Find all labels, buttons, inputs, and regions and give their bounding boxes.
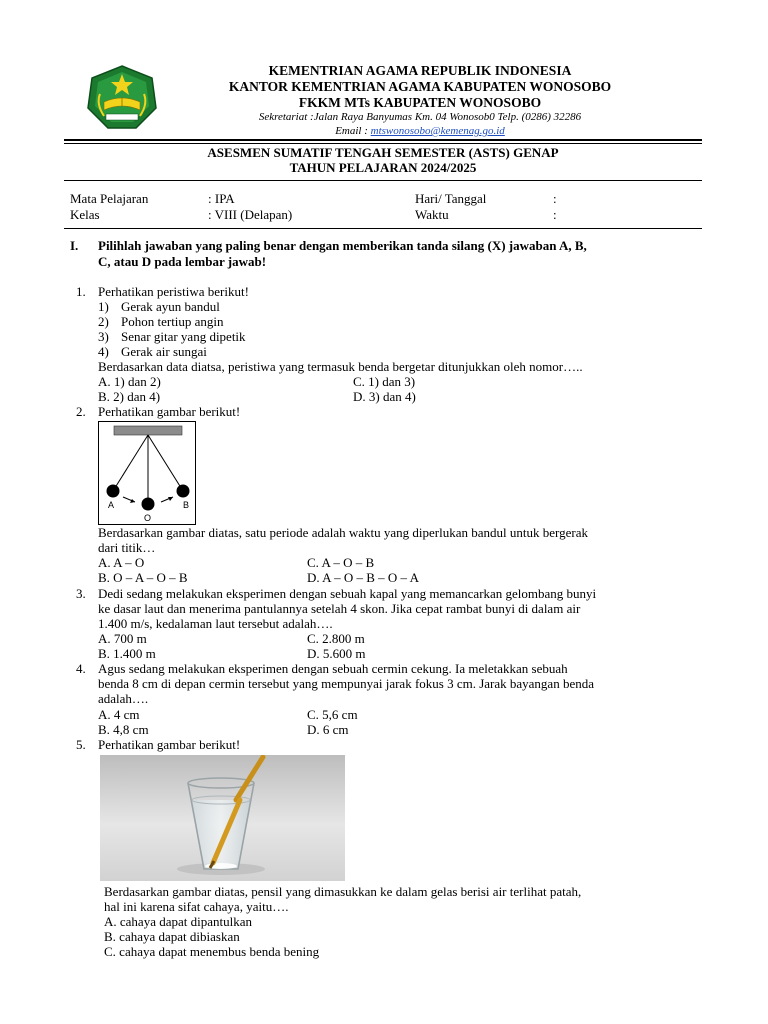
q2-option-b[interactable]: B. O – A – O – B <box>98 570 188 585</box>
q3-option-b[interactable]: B. 1.400 m <box>98 646 156 661</box>
glass-pencil-image <box>100 755 345 881</box>
header-ministry: KEMENTRIAN AGAMA REPUBLIK INDONESIA <box>268 63 572 78</box>
q3-option-d[interactable]: D. 5.600 m <box>307 646 366 661</box>
q5-stem-1: Berdasarkan gambar diatas, pensil yang dimasukkan ke dalam gelas berisi air terlihat patah, <box>104 884 582 899</box>
q1-item-number: 4) <box>98 344 109 359</box>
q3-number: 3. <box>76 586 86 601</box>
q5-text: Perhatikan gambar berikut! <box>98 737 241 752</box>
time-label: Waktu <box>415 207 449 222</box>
section-instruction-2: C, atau D pada lembar jawab! <box>98 254 267 269</box>
q1-option-b[interactable]: B. 2) dan 4) <box>98 389 161 404</box>
exam-title: ASESMEN SUMATIF TENGAH SEMESTER (ASTS) GENAP <box>207 145 559 160</box>
q2-option-d[interactable]: D. A – O – B – O – A <box>307 570 419 585</box>
q4-line-3: adalah…. <box>98 691 149 706</box>
q5-stem-2: hal ini karena sifat cahaya, yaitu…. <box>104 899 289 914</box>
q2-number: 2. <box>76 404 86 419</box>
section-number: I. <box>70 238 79 253</box>
day-label: Hari/ Tanggal <box>415 191 487 206</box>
header-email-link[interactable]: mtswonosobo@kemenag.go.id <box>370 125 505 137</box>
q2-text: Perhatikan gambar berikut! <box>98 404 241 419</box>
q5-option-a[interactable]: A. cahaya dapat dipantulkan <box>104 914 252 929</box>
q4-option-b[interactable]: B. 4,8 cm <box>98 722 149 737</box>
q5-option-b[interactable]: B. cahaya dapat dibiaskan <box>104 929 240 944</box>
title-divider <box>64 180 702 181</box>
pendulum-label-b: B <box>183 500 190 510</box>
q4-line-2: benda 8 cm di depan cermin tersebut yang mempunyai jarak fokus 3 cm. Jarak bayangan benda <box>98 676 594 691</box>
section-instruction-1: Pilihlah jawaban yang paling benar dengan memberikan tanda silang (X) jawaban A, B, <box>98 238 587 253</box>
q1-item-text: Senar gitar yang dipetik <box>121 329 246 344</box>
q4-number: 4. <box>76 661 86 676</box>
q1-option-a[interactable]: A. 1) dan 2) <box>98 374 161 389</box>
q3-option-c[interactable]: C. 2.800 m <box>307 631 365 646</box>
pendulum-label-o: O <box>144 513 152 523</box>
q5-option-c[interactable]: C. cahaya dapat menembus benda bening <box>104 944 320 959</box>
q3-line-2: ke dasar laut dan menerima pantulannya setelah 4 skon. Jika cepat rambat bunyi di dalam air <box>98 601 581 616</box>
q2-option-a[interactable]: A. A – O <box>98 555 145 570</box>
header-divider-thick <box>64 139 702 141</box>
q1-item-text: Pohon tertiup angin <box>121 314 224 329</box>
q1-option-c[interactable]: C. 1) dan 3) <box>353 374 416 389</box>
q3-line-3: 1.400 m/s, kedalaman laut tersebut adalah…. <box>98 616 333 631</box>
q1-item-number: 3) <box>98 329 109 344</box>
header-address: Sekretariat :Jalan Raya Banyumas Km. 04 Wonosob0 Telp. (0286) 32286 <box>258 111 582 123</box>
pendulum-label-a: A <box>108 500 115 510</box>
header-email-line <box>200 125 640 138</box>
subject-label: Mata Pelajaran <box>70 191 149 206</box>
q2-option-c[interactable]: C. A – O – B <box>307 555 375 570</box>
class-value: : VIII (Delapan) <box>208 207 293 222</box>
q3-line-1: Dedi sedang melakukan eksperimen dengan sebuah kapal yang memancarkan gelombang bunyi <box>98 586 597 601</box>
header-office: KANTOR KEMENTRIAN AGAMA KABUPATEN WONOSOBO <box>228 79 612 94</box>
class-label: Kelas <box>70 207 100 222</box>
q3-option-a[interactable]: A. 700 m <box>98 631 147 646</box>
day-value: : <box>553 191 557 206</box>
q1-stem: Berdasarkan data diatsa, peristiwa yang termasuk benda bergetar ditunjukkan oleh nomor….. <box>98 359 583 374</box>
q1-number: 1. <box>76 284 86 299</box>
q4-option-d[interactable]: D. 6 cm <box>307 722 349 737</box>
q2-stem-2: dari titik… <box>98 540 156 555</box>
q1-item-number: 1) <box>98 299 109 314</box>
q1-item-text: Gerak ayun bandul <box>121 299 220 314</box>
pendulum-figure <box>98 421 196 525</box>
time-value: : <box>553 207 557 222</box>
subject-value: : IPA <box>208 191 235 206</box>
q1-item-number: 2) <box>98 314 109 329</box>
q4-line-1: Agus sedang melakukan eksperimen dengan sebuah cermin cekung. Ia meletakkan sebuah <box>98 661 568 676</box>
q5-number: 5. <box>76 737 86 752</box>
exam-year: TAHUN PELAJARAN 2024/2025 <box>289 160 477 175</box>
q1-option-d[interactable]: D. 3) dan 4) <box>353 389 416 404</box>
header-divider-thin <box>64 143 702 144</box>
q1-item-text: Gerak air sungai <box>121 344 207 359</box>
q4-option-a[interactable]: A. 4 cm <box>98 707 140 722</box>
q1-text: Perhatikan peristiwa berikut! <box>98 284 249 299</box>
info-divider <box>64 228 702 229</box>
q2-stem-1: Berdasarkan gambar diatas, satu periode adalah waktu yang diperlukan bandul untuk bergerak <box>98 525 588 540</box>
header-email-label: Email : <box>335 125 371 137</box>
ministry-logo <box>86 64 158 130</box>
header-fkkm: FKKM MTs KABUPATEN WONOSOBO <box>298 95 542 110</box>
q4-option-c[interactable]: C. 5,6 cm <box>307 707 358 722</box>
